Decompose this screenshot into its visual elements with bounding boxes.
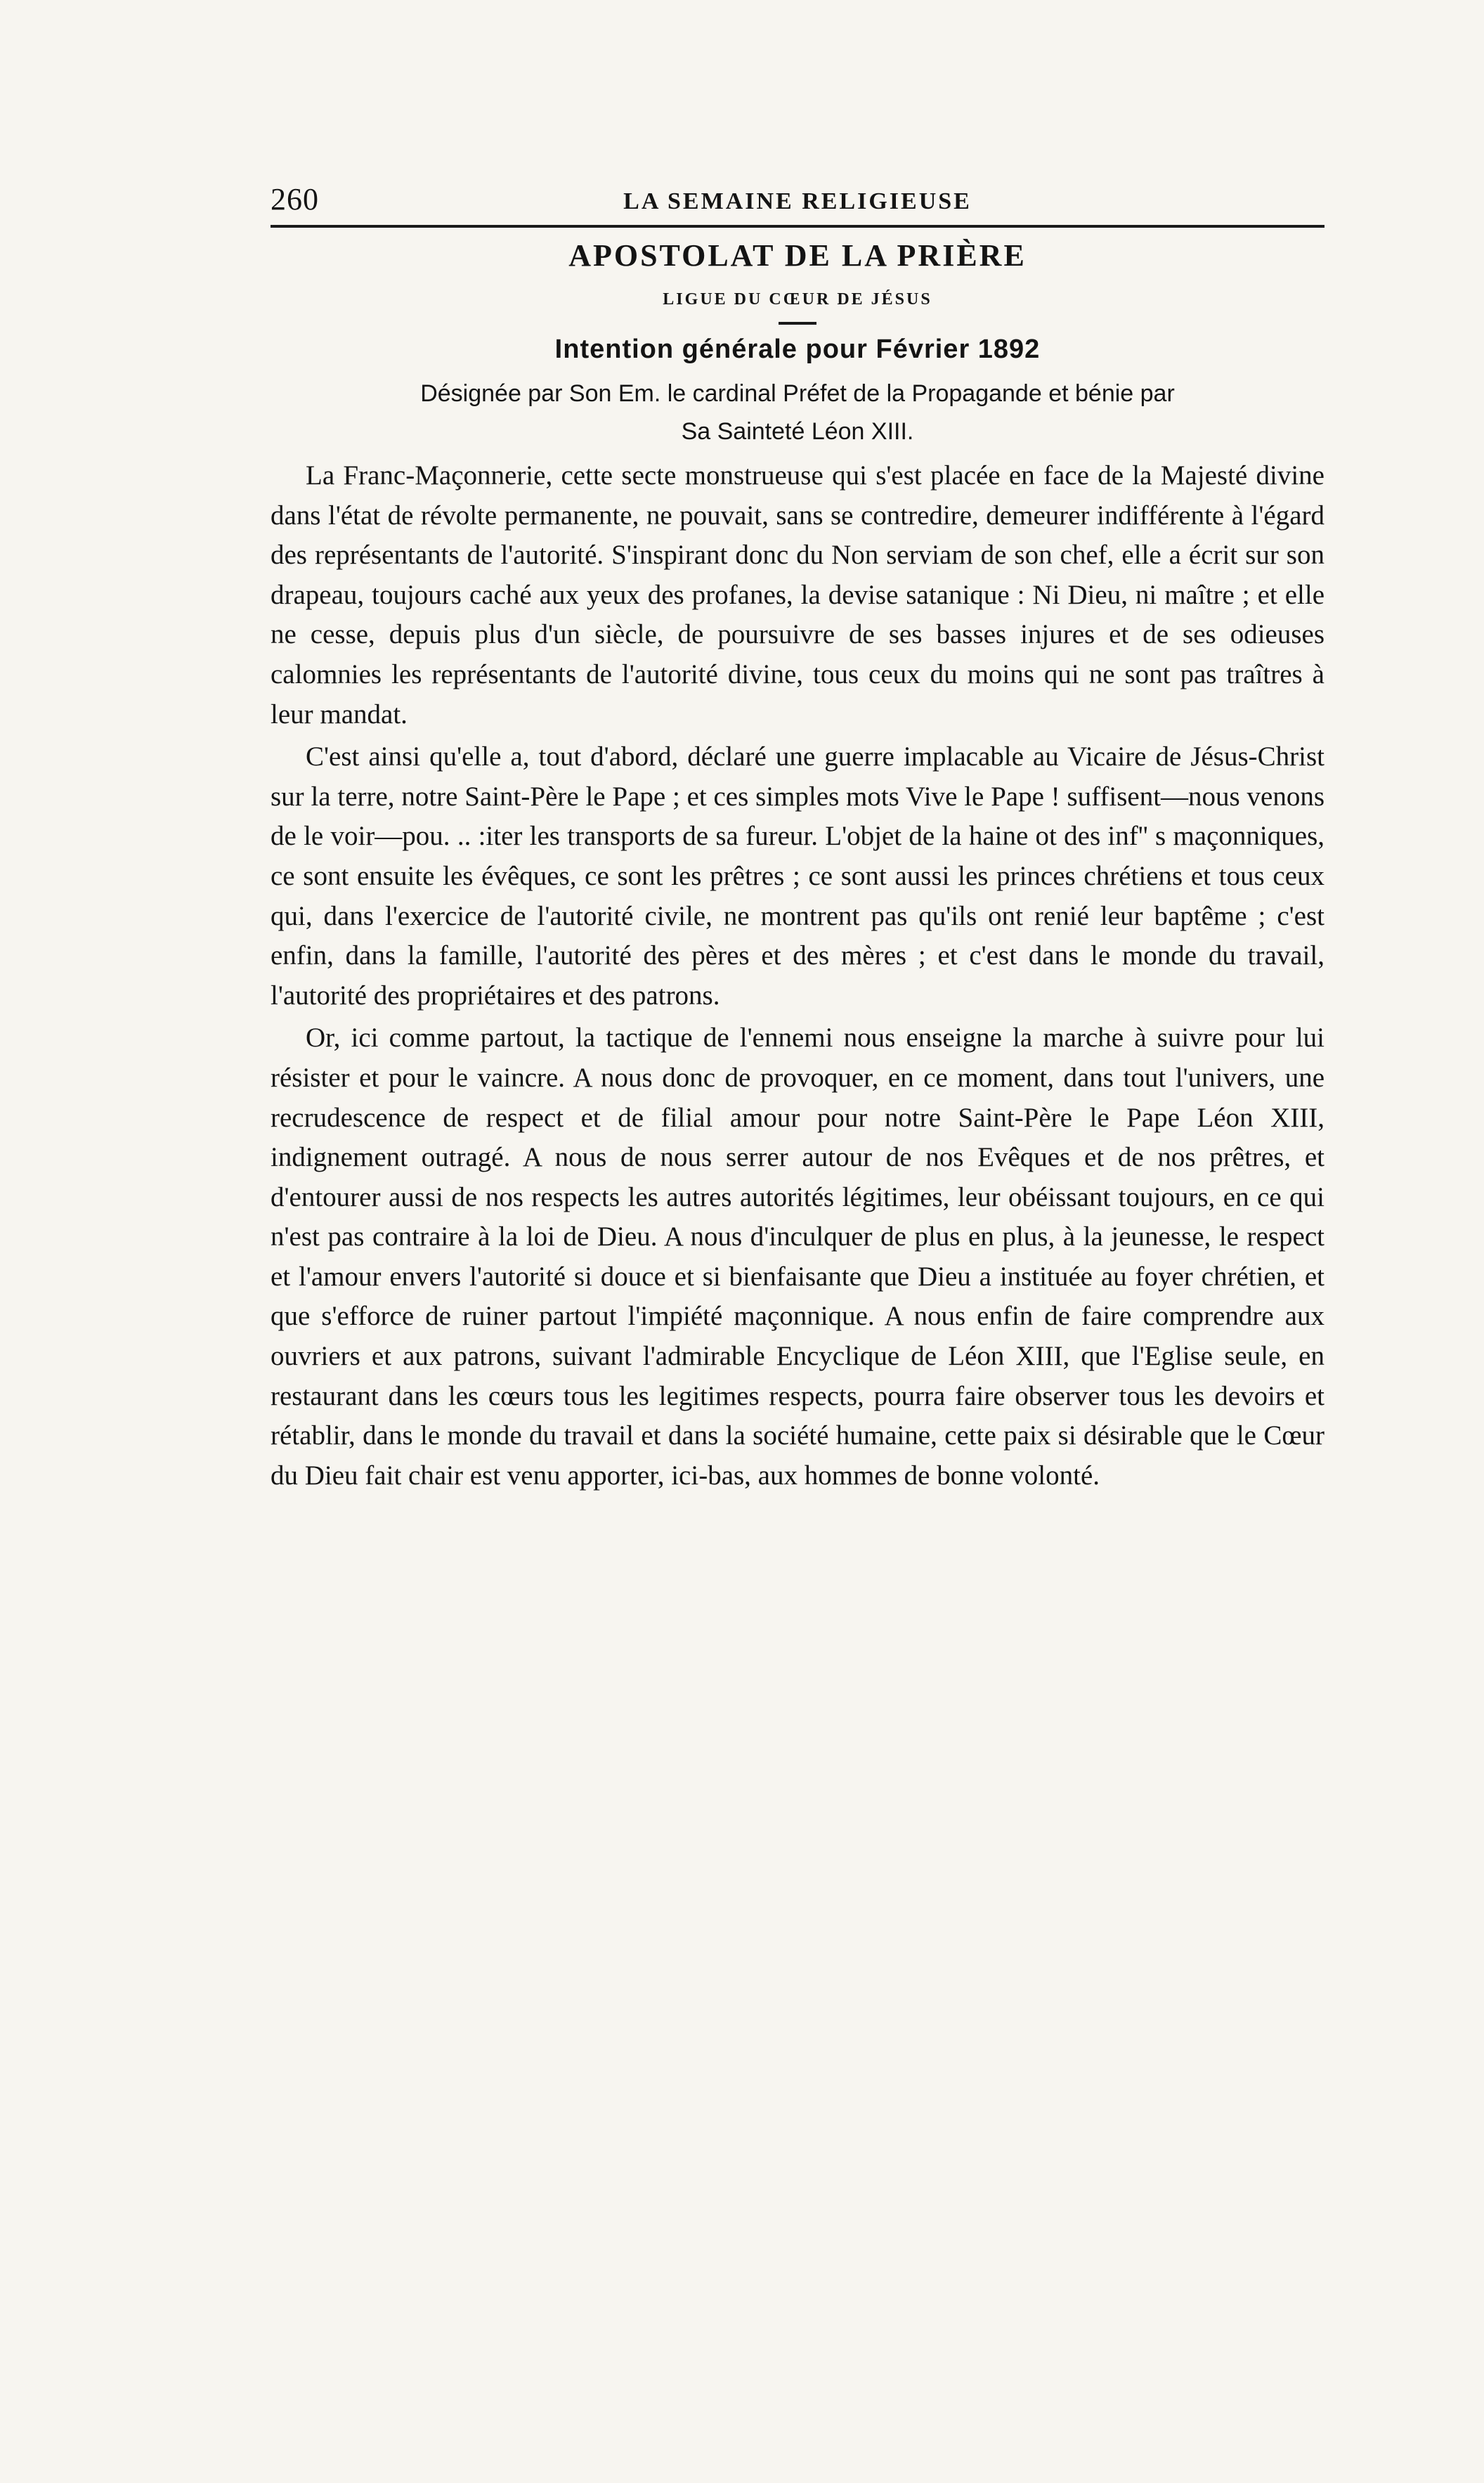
document-page <box>271 176 1324 1496</box>
header-rule <box>271 225 1324 228</box>
section-subtitle: LIGUE DU CŒUR DE JÉSUS <box>663 290 932 309</box>
section-title: APOSTOLAT DE LA PRIÈRE <box>568 238 1027 273</box>
paragraph: C'est ainsi qu'elle a, tout d'abord, déclaré une guerre implacable au Vicaire de Jésus-Christ sur la terre, notre Saint-Père le Pape ; et ces simples mots Vive le Pape ! suffisent—nous venons de le voir—pou. .. :iter les transports de sa fureur. L'objet de la haine ot des inf'' s maçonniques, ce sont ensuite les évêques, ce sont les prêtres ; ce sont aussi les princes chrétiens et tous ceux qui, dans l'exercice de l'autorité civile, ne montrent pas qu'ils ont renié leur baptême ; c'est enfin, dans la famille, l'autorité des pères et des mères ; et c'est dans le monde du travail, l'autorité des propriétaires et des patrons. <box>271 741 1324 1011</box>
paragraph: La Franc-Maçonnerie, cette secte monstrueuse qui s'est placée en face de la Majesté divine dans l'état de révolte permanente, ne pouvait, sans se contredire, demeurer indifférente à l'égard des représentants de l'autorité. S'inspirant donc du Non serviam de son chef, elle a écrit sur son drapeau, toujours caché aux yeux des profanes, la devise satanique : Ni Dieu, ni maître ; et elle ne cesse, depuis plus d'un siècle, de poursuivre de ses basses injures et de ses odieuses calomnies les représentants de l'autorité divine, tous ceux du moins qui ne sont pas traîtres à leur mandat. <box>271 460 1324 730</box>
designation-line: Sa Sainteté Léon XIII. <box>681 418 914 445</box>
designation-note <box>271 375 1324 450</box>
intention-heading: Intention générale pour Février 1892 <box>554 335 1041 364</box>
journal-title: LA SEMAINE RELIGIEUSE <box>623 188 972 214</box>
designation-line: Désignée par Son Em. le cardinal Préfet de la Propagande et bénie par <box>420 380 1175 407</box>
page-number: 260 <box>271 182 319 216</box>
article-body <box>271 456 1324 1496</box>
paragraph: Or, ici comme partout, la tactique de l'ennemi nous enseigne la marche à suivre pour lui résister et pour le vaincre. A nous donc de provoquer, en ce moment, dans tout l'univers, une recrudescence de respect et de filial amour pour notre Saint-Père le Pape Léon XIII, indignement outragé. A nous de nous serrer autour de nos Evêques et de nos prêtres, et d'entourer aussi de nos respects les autres autorités légitimes, leur obéissant toujours, en ce qui n'est pas contraire à la loi de Dieu. A nous d'inculquer de plus en plus, à la jeunesse, le respect et l'amour envers l'autorité si douce et si bienfaisante que Dieu a instituée au foyer chrétien, et que s'efforce de ruiner partout l'impiété maçonnique. A nous enfin de faire comprendre aux ouvriers et aux patrons, suivant l'admirable Encyclique de Léon XIII, que l'Eglise seule, en restaurant dans les cœurs tous les legitimes respects, pourra faire observer tous les devoirs et rétablir, dans le monde du travail et dans la société humaine, cette paix si désirable que le Cœur du Dieu fait chair est venu apporter, ici-bas, aux hommes de bonne volonté. <box>271 1023 1324 1491</box>
running-head <box>271 176 1324 225</box>
ornamental-rule <box>779 322 816 325</box>
